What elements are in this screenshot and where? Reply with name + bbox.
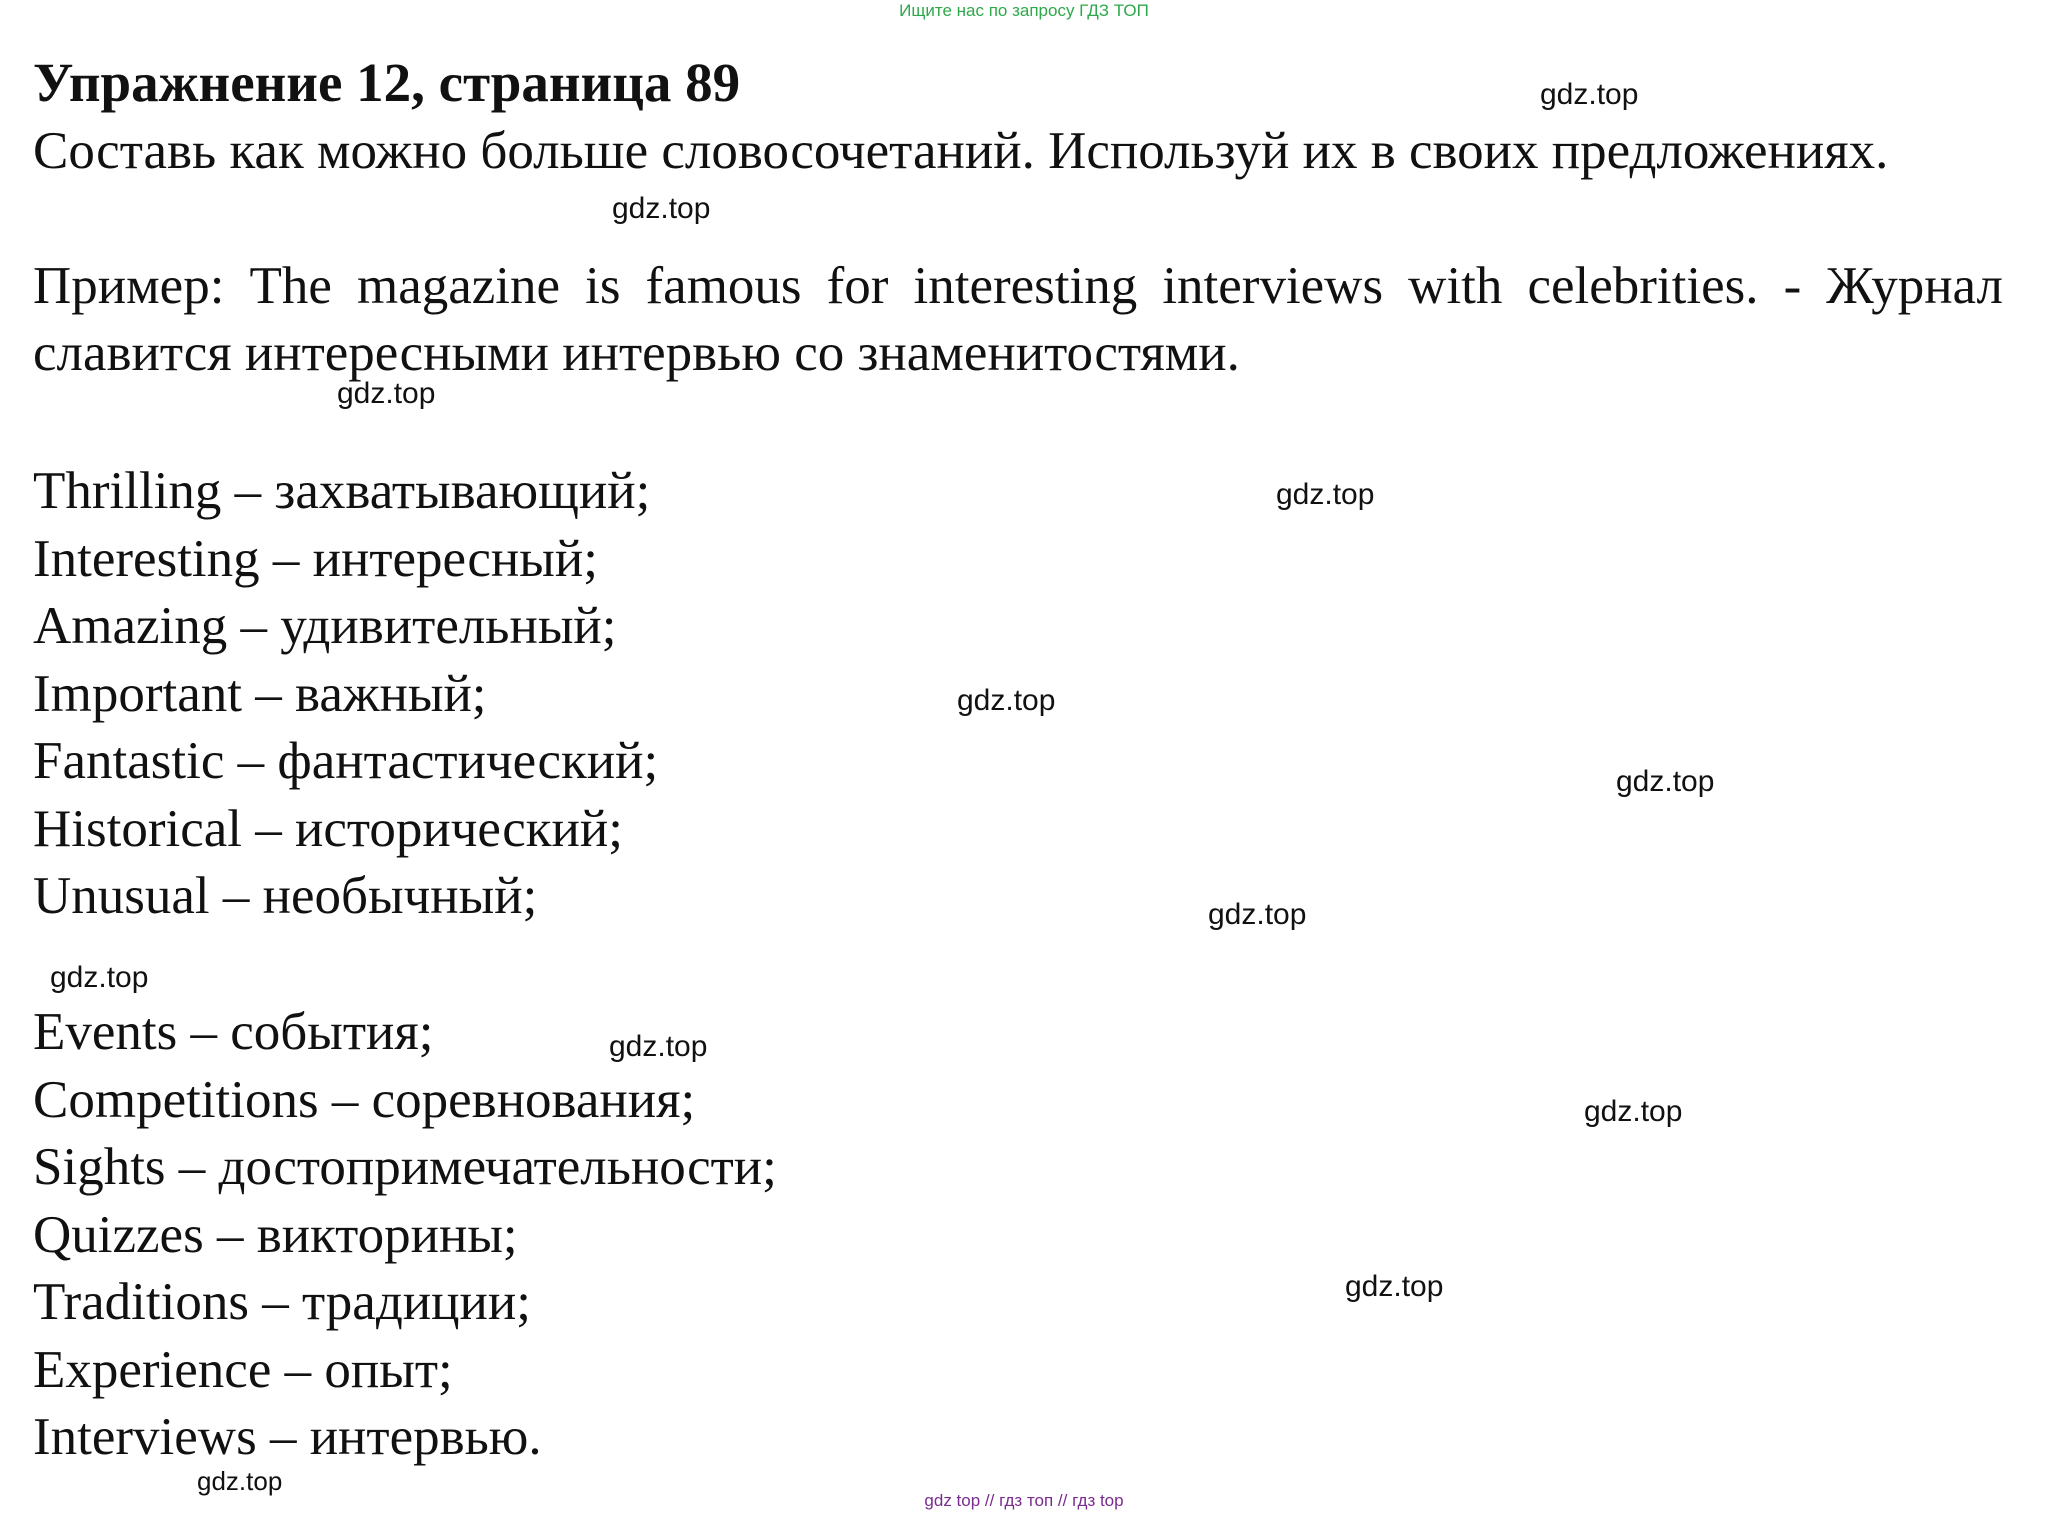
adjective-list <box>33 458 658 931</box>
noun-item: Competitions – соревнования; <box>33 1070 696 1129</box>
watermark: gdz.top <box>50 961 149 994</box>
adjective-item: Amazing – удивительный; <box>33 597 617 655</box>
noun-item: Quizzes – викторины; <box>33 1205 518 1264</box>
noun-item: Events – события; <box>33 1003 434 1061</box>
watermark: gdz.top <box>197 1466 283 1496</box>
adjective-item: Interesting – интересный; <box>33 529 598 588</box>
noun-item: Experience – опыт; <box>33 1340 453 1399</box>
watermark: gdz.top <box>1208 898 1307 931</box>
adjective-item: Unusual – необычный; <box>33 867 538 925</box>
watermark: gdz.top <box>1616 765 1715 798</box>
watermark: gdz.top <box>609 1030 708 1063</box>
noun-item: Traditions – традиции; <box>33 1273 531 1331</box>
footer: gdz top // гдз топ // гдз top <box>924 1491 1124 1510</box>
example-text: Пример: The magazine is famous for interesting interviews with celebrities. - Журнал славится интересными интервью со знаменитостями. <box>33 257 2003 382</box>
noun-item: Interviews – интервью. <box>33 1408 542 1466</box>
adjective-item: Thrilling – захватывающий; <box>33 462 651 520</box>
noun-item: Sights – достопримечательности; <box>33 1138 777 1196</box>
watermark: gdz.top <box>1276 478 1375 511</box>
adjective-item: Important – важный; <box>33 664 487 723</box>
task-text: Составь как можно больше словосочетаний. Используй их в своих предложениях. <box>33 122 1889 180</box>
adjective-item: Historical – исторический; <box>33 799 623 858</box>
noun-list <box>33 999 777 1472</box>
watermark: gdz.top <box>957 684 1056 717</box>
watermark: gdz.top <box>1345 1270 1444 1303</box>
adjective-item: Fantastic – фантастический; <box>33 732 659 790</box>
watermark: gdz.top <box>337 377 436 410</box>
watermark: gdz.top <box>1540 78 1639 111</box>
top-banner: Ищите нас по запросу ГДЗ ТОП <box>899 1 1149 20</box>
watermark: gdz.top <box>1584 1095 1683 1128</box>
watermark: gdz.top <box>612 192 711 225</box>
exercise-heading: Упражнение 12, страница 89 <box>33 52 741 113</box>
